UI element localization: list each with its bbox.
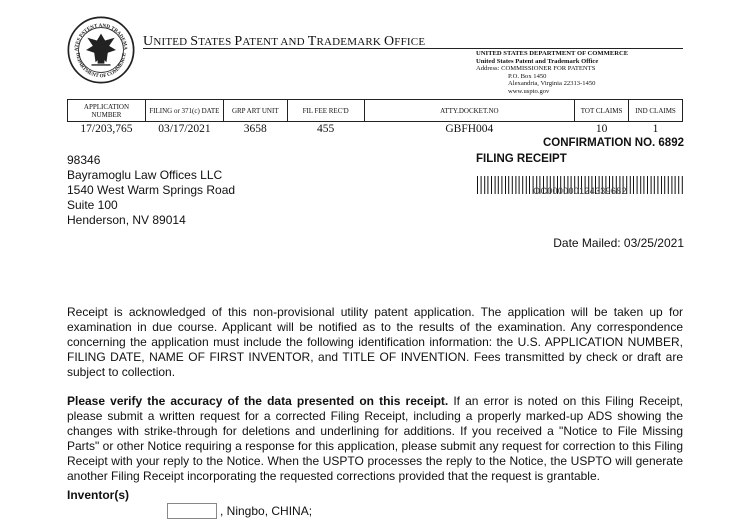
verification-text: If an error is noted on this Filing Receipt, please submit a written request for a corrected Filing Receipt, including a properly marked-up ADS showing the changes with strike-through for deletions and underlining for additions. If you received a "Notice to File Missing Parts" or other Notice requiring a response for this application, please submit any request for correction to this Filing Receipt with your reply to the Notice. When the USPTO processes the reply to the Notice, the USPTO will generate another Filing Receipt incorporating the requested corrections provided that the request is grantable.	[67, 394, 683, 483]
filing-receipt-title: FILING RECEIPT	[476, 153, 567, 165]
table-header-cell: FIL FEE REC'D	[287, 100, 364, 122]
address-line: 98346	[67, 153, 101, 167]
uspto-seal-logo	[67, 16, 135, 84]
redacted-inventor-name	[167, 503, 217, 519]
verification-paragraph	[67, 394, 683, 484]
address-line: Henderson, NV 89014	[67, 213, 186, 227]
table-cell: 455	[317, 123, 335, 135]
dept-line: www.uspto.gov	[508, 87, 550, 95]
department-address-block	[476, 50, 628, 96]
dept-line: Alexandria, Virginia 22313-1450	[508, 80, 596, 88]
acknowledgement-paragraph: Receipt is acknowledged of this non-provisional utility patent application. The application will be taken up for examination in due course. Applicant will be notified as to the results of the examination. Any correspondence concerning the application must include the following identification information: the U.S. APPLICATION NUMBER, FILING DATE, NAME OF FIRST INVENTOR, and TITLE OF INVENTION. Fees transmitted by check or draft are subject to collection.	[67, 305, 683, 379]
address-line: Bayramoglu Law Offices LLC	[67, 168, 223, 182]
inventors-heading: Inventor(s)	[67, 488, 130, 502]
inventor-location: , Ningbo, CHINA;	[220, 504, 313, 518]
barcode-text: OC000000124339682	[533, 186, 627, 196]
correspondence-address	[67, 153, 235, 228]
table-header-cell: TOT CLAIMS	[575, 100, 629, 122]
dept-line: P.O. Box 1450	[508, 72, 547, 80]
office-title: UNITED STATES PATENT AND TRADEMARK OFFICE	[143, 34, 426, 49]
table-header-cell: APPLICATION NUMBER	[68, 100, 146, 122]
seal-text-bottom: DEPARTMENT OF COMMERCE	[74, 52, 128, 80]
table-row	[68, 122, 683, 137]
dept-line: United States Patent and Trademark Office	[476, 57, 599, 65]
table-cell: 1	[652, 123, 659, 135]
dept-line: UNITED STATES DEPARTMENT OF COMMERCE	[476, 50, 629, 57]
table-cell: 10	[595, 123, 608, 135]
date-mailed: Date Mailed: 03/25/2021	[553, 236, 684, 250]
table-cell: 3658	[243, 123, 267, 135]
title-rule	[143, 48, 683, 49]
table-header-cell: ATTY.DOCKET.NO	[364, 100, 575, 122]
confirmation-number: CONFIRMATION NO. 6892	[543, 137, 684, 149]
address-line: 1540 West Warm Springs Road	[67, 183, 236, 197]
table-header-cell: IND CLAIMS	[629, 100, 683, 122]
table-header-row	[68, 100, 683, 122]
application-data-table	[67, 99, 683, 136]
table-cell: GBFH004	[445, 123, 494, 135]
table-cell: 17/203,765	[80, 123, 133, 135]
table-cell: 03/17/2021	[158, 123, 211, 135]
table-header-cell: GRP ART UNIT	[223, 100, 287, 122]
table-header-cell: FILING or 371(c) DATE	[145, 100, 223, 122]
verification-bold-text: Please verify the accuracy of the data presented on this receipt.	[67, 394, 449, 408]
seal-text-top: ATES PATENT AND TRADEMA	[73, 22, 129, 52]
address-line: Suite 100	[67, 198, 118, 212]
dept-line: Address: COMMISSIONER FOR PATENTS	[476, 65, 596, 73]
